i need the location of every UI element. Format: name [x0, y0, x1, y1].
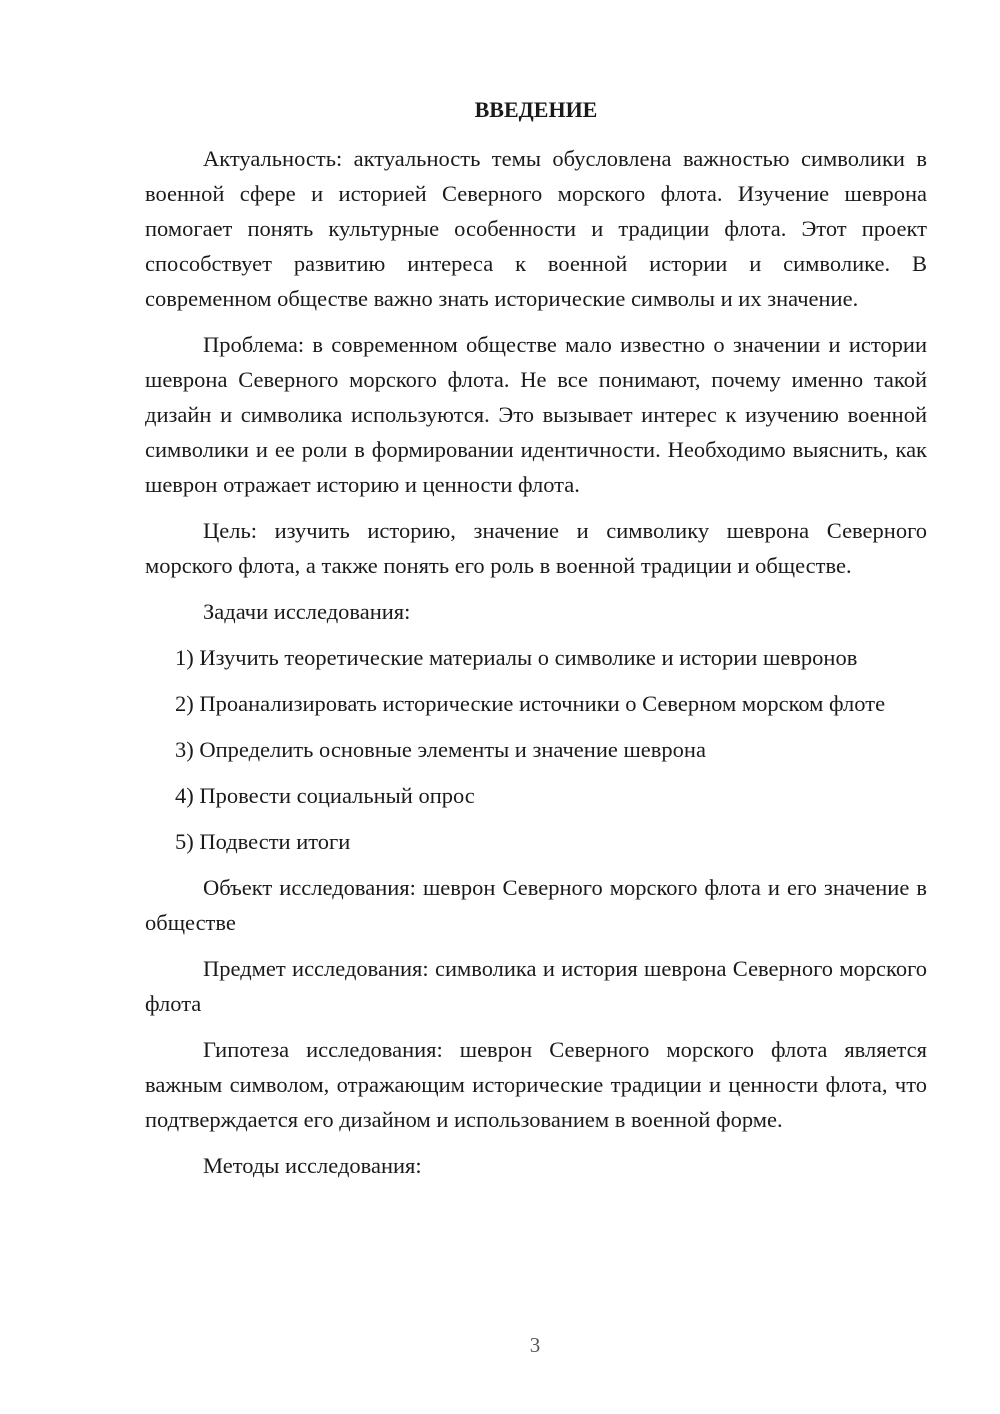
paragraph-problem: Проблема: в современном обществе мало известно о значении и истории шеврона Северного морского флота. Не все понимают, почему именно такой дизайн и символика используются. Это вызывает интерес к изучению военной символики и ее роли в формировании идентичности. Необходимо выяснить, как шеврон отражает историю и ценности флота.: [145, 332, 927, 497]
section-title: ВВЕДЕНИЕ: [474, 97, 598, 122]
task-item-5: 5) Подвести итоги: [175, 829, 351, 854]
paragraph-methods-heading: Методы исследования:: [203, 1153, 422, 1178]
task-item-3: 3) Определить основные элементы и значение шеврона: [175, 737, 706, 762]
paragraph-hypothesis: Гипотеза исследования: шеврон Северного морского флота является важным символом, отражающим исторические традиции и ценности флота, что подтверждается его дизайном и использованием в военной форме.: [145, 1037, 927, 1132]
paragraph-relevance: Актуальность: актуальность темы обусловлена важностью символики в военной сфере и историей Северного морского флота. Изучение шеврона помогает понять культурные особенности и традиции флота. Этот проект способствует развитию интереса к военной истории и символике. В современном обществе важно знать исторические символы и их значение.: [145, 146, 927, 311]
task-item-1: 1) Изучить теоретические материалы о символике и истории шевронов: [175, 645, 858, 670]
paragraph-object: Объект исследования: шеврон Северного морского флота и его значение в обществе: [145, 875, 927, 935]
paragraph-goal: Цель: изучить историю, значение и символику шеврона Северного морского флота, а также понять его роль в военной традиции и обществе.: [145, 518, 927, 578]
task-item-2: 2) Проанализировать исторические источники о Северном морском флоте: [175, 691, 886, 716]
paragraph-tasks-heading: Задачи исследования:: [203, 599, 411, 624]
document-page: [145, 92, 927, 1194]
paragraph-subject: Предмет исследования: символика и история шеврона Северного морского флота: [145, 956, 927, 1016]
page-number: 3: [529, 1333, 541, 1357]
task-item-4: 4) Провести социальный опрос: [175, 783, 475, 808]
